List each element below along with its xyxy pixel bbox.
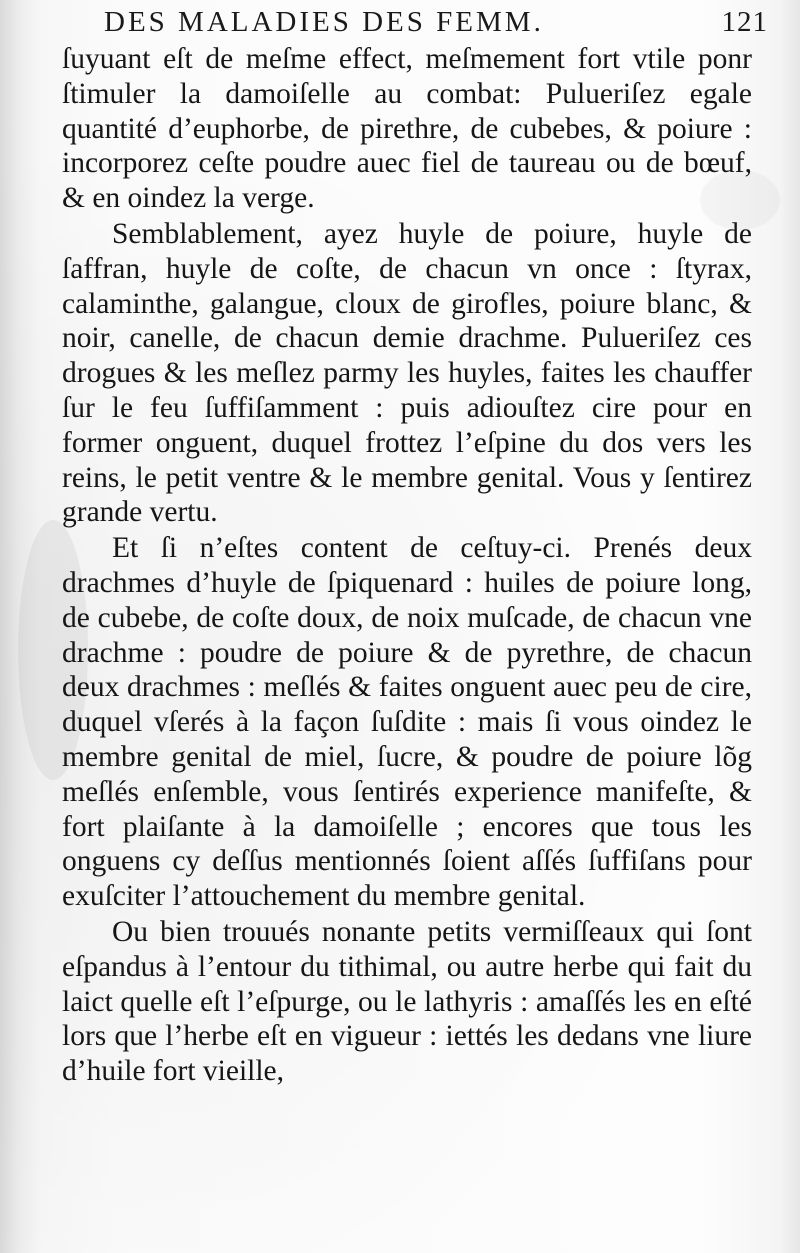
page-header	[104, 4, 768, 40]
running-head: DES MALADIES DES FEMM.	[104, 6, 544, 38]
paragraph: ſuyuant eſt de meſme effect, meſmement fort vtile ponr ſtimuler la damoiſelle au combat: Pulueriſez egale quantité d’euphorbe, de pirethre, de cubebes, & poiure : incorporez ceſte poudre auec fiel de taureau ou de bœuf, & en oindez la verge.	[62, 43, 752, 215]
paragraph: Semblablement, ayez huyle de poiure, huyle de ſaffran, huyle de coſte, de chacun vn once : ſtyrax, calaminthe, galangue, cloux de girofles, poiure blanc, & noir, canelle, de chacun demie drachme. Pulueriſez ces drogues & les meſlez parmy les huyles, faites les chauffer ſur le feu ſuffiſamment : puis adiouſtez cire pour en former onguent, duquel frottez l’eſpine du dos vers les reins, le petit ventre & le membre genital. Vous y ſentirez grande vertu.	[62, 217, 752, 529]
paragraph: Ou bien trouués nonante petits vermiſſeaux qui ſont eſpandus à l’entour du tithimal, ou autre herbe qui fait du laict quelle eſt l’eſpurge, ou le lathyris : amaſſés les en eſté lors que l’herbe eſt en vigueur : iettés les dedans vne liure d’huile fort vieille,	[62, 915, 752, 1088]
body-text	[62, 42, 752, 1089]
page-number: 121	[721, 6, 768, 38]
paragraph: Et ſi n’eſtes content de ceſtuy-ci. Prenés deux drachmes d’huyle de ſpiquenard : huiles de poiure long, de cubebe, de coſte doux, de noix muſcade, de chacun vne drachme : poudre de poiure & de pyrethre, de chacun deux drachmes : meſlés & faites onguent auec peu de cire, duquel vſerés à la façon ſuſdite : mais ſi vous oindez le membre genital de miel, ſucre, & poudre de poiure lõg meſlés enſemble, vous ſentirés experience manifeſte, & fort plaiſante à la damoiſelle ; encores que tous les onguens cy deſſus mentionnés ſoient aſſés ſuffiſans pour exuſciter l’attouchement du membre genital.	[62, 532, 752, 913]
